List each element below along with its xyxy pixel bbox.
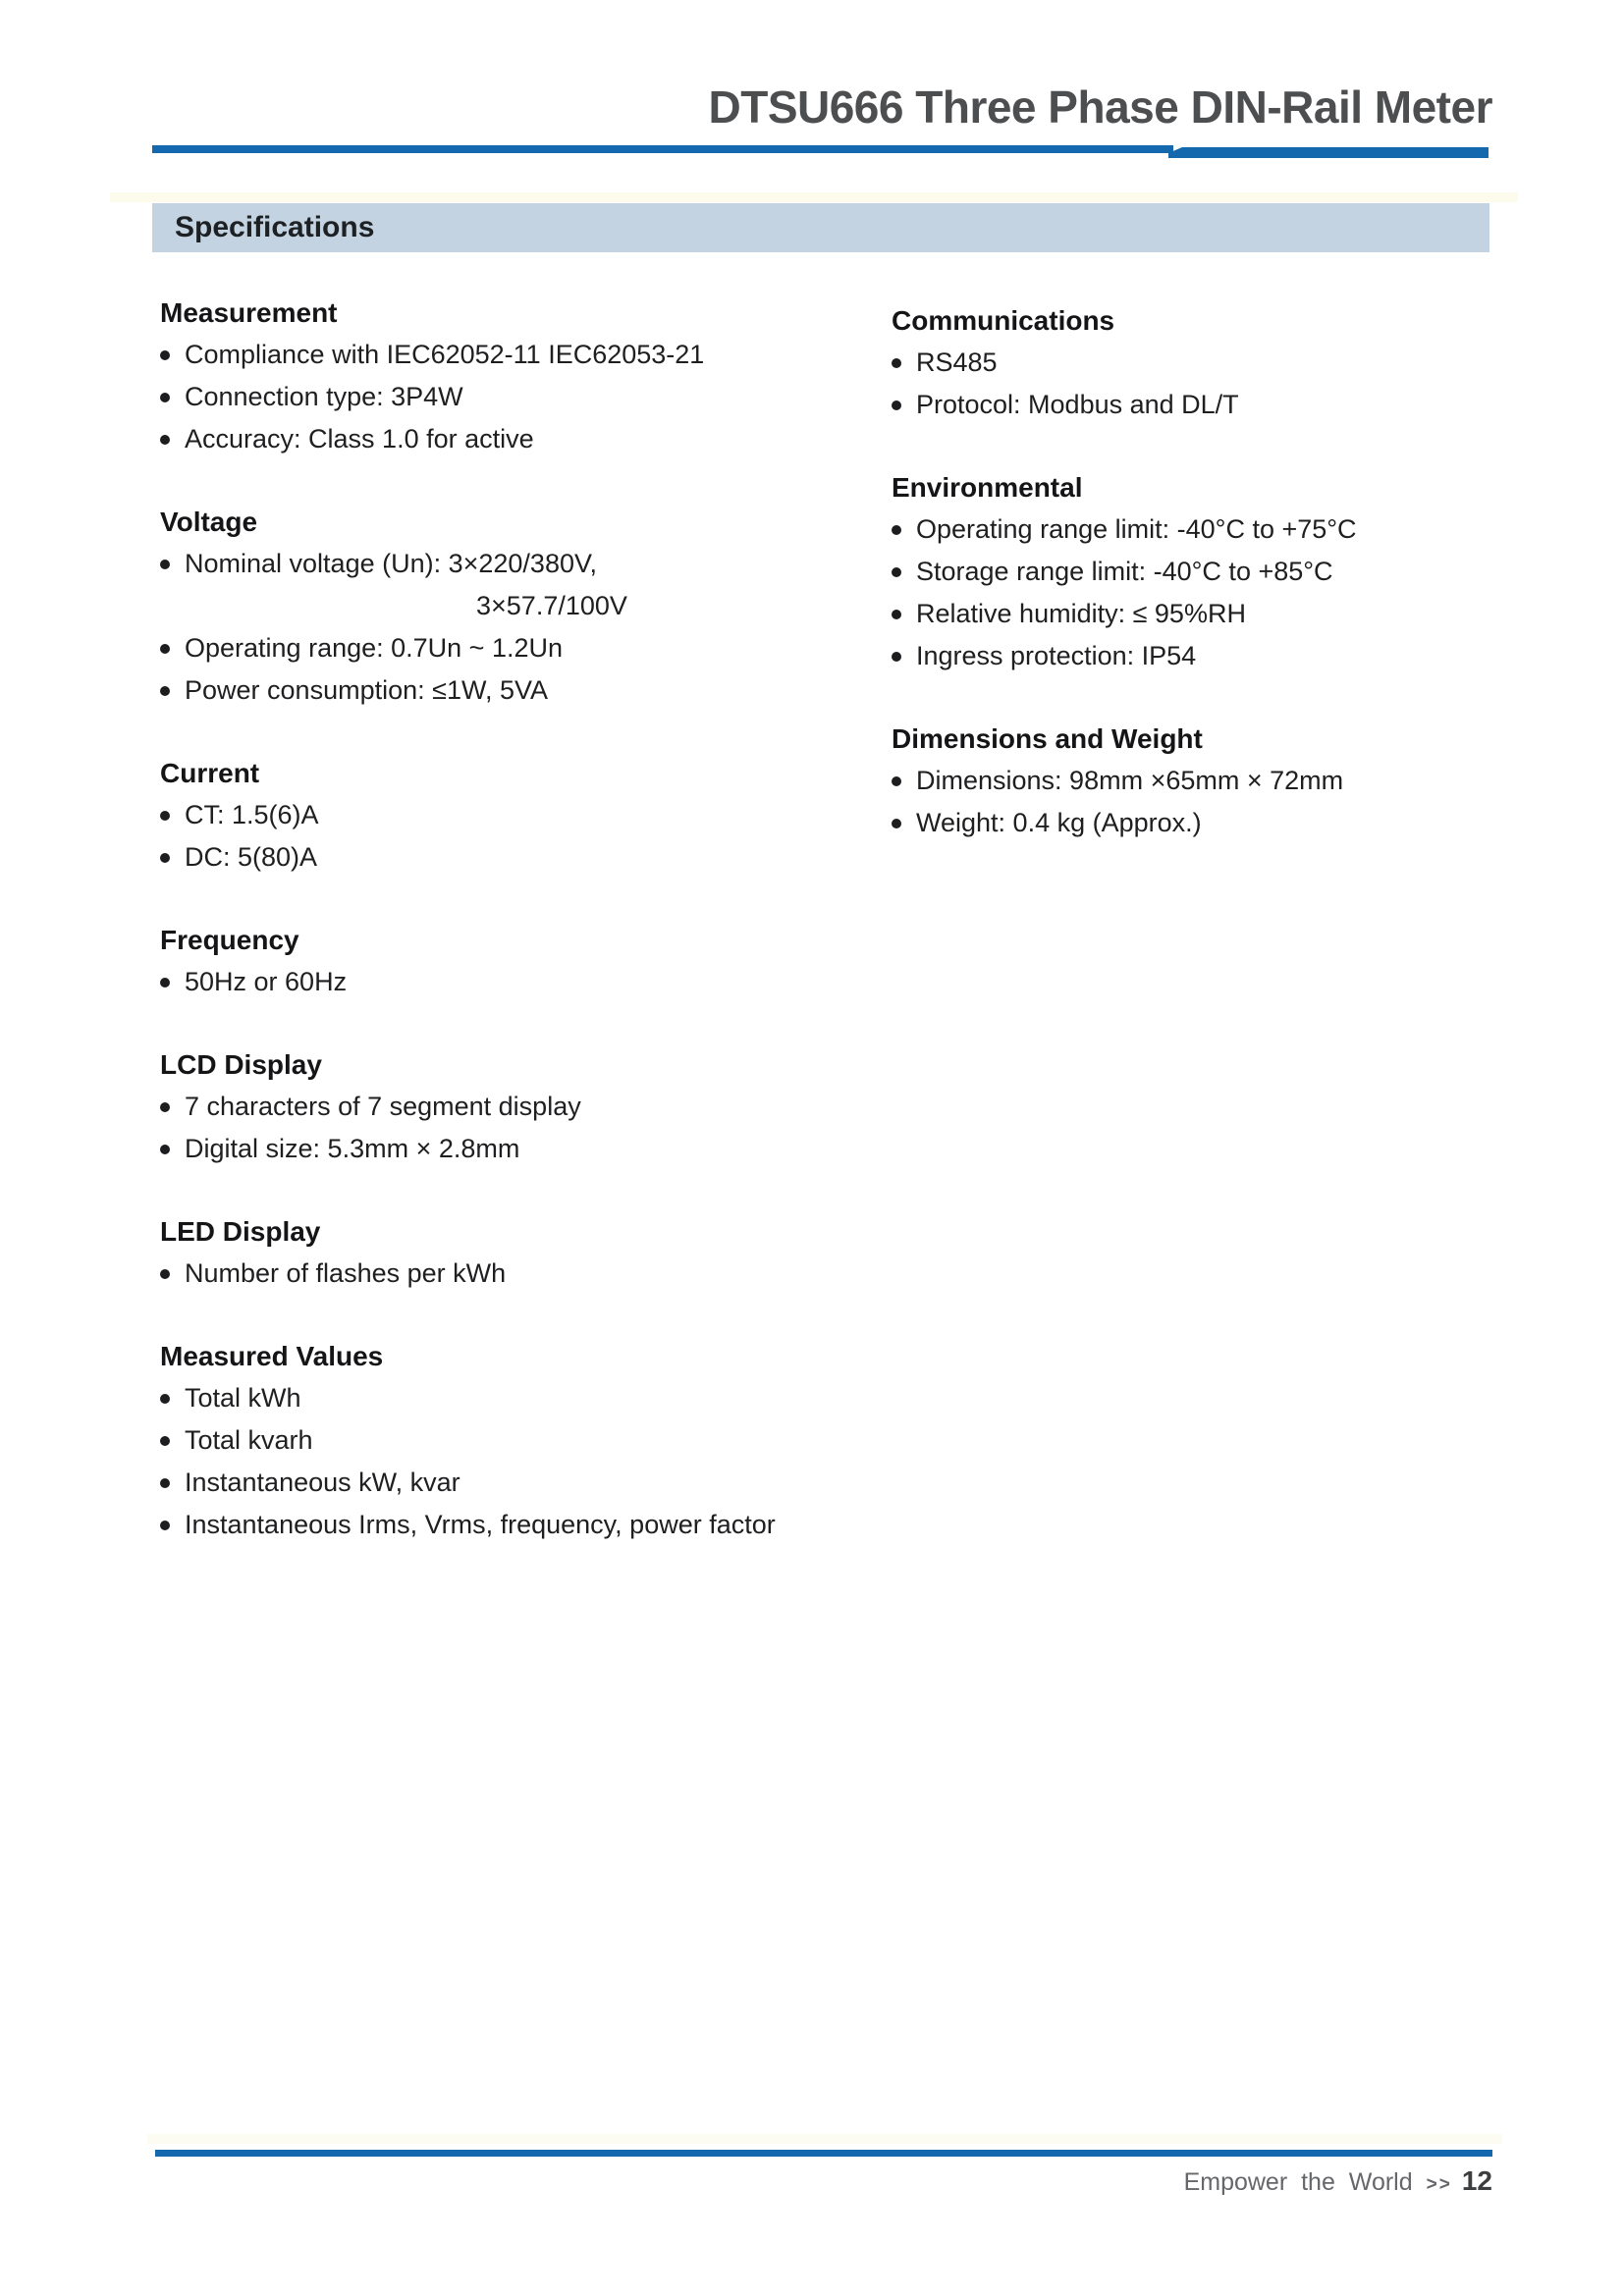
bullet-dot [160, 350, 170, 360]
bullet-text: Digital size: 5.3mm × 2.8mm [185, 1134, 520, 1163]
section-heading: LCD Display [160, 1049, 322, 1080]
bullet-text: Relative humidity: ≤ 95%RH [916, 599, 1246, 628]
bullet-item [160, 627, 867, 669]
bullet-item [892, 760, 1520, 802]
bullet-dot [892, 525, 901, 535]
spec-column-left [160, 292, 867, 1546]
bullet-text: Accuracy: Class 1.0 for active [185, 424, 534, 454]
section-heading: Environmental [892, 472, 1083, 503]
bullet-dot [892, 776, 901, 786]
bullet-item [160, 376, 867, 418]
bullet-text: Power consumption: ≤1W, 5VA [185, 675, 548, 705]
bullet-dot [160, 435, 170, 445]
bullet-text: CT: 1.5(6)A [185, 800, 319, 829]
bullet-text: Operating range limit: -40°C to +75°C [916, 514, 1357, 544]
bullet-item-continuation [160, 585, 867, 627]
header-rule-left-segment [152, 145, 1173, 153]
bullet-dot [160, 644, 170, 654]
spec-column-right [892, 299, 1520, 844]
header-rule-right-segment [1168, 147, 1489, 158]
bullet-item [160, 543, 867, 585]
bullet-dot [892, 400, 901, 410]
bullet-item [892, 551, 1520, 593]
bullet-text: DC: 5(80)A [185, 842, 318, 872]
bullet-item [160, 1086, 867, 1128]
bullet-text: RS485 [916, 347, 998, 377]
bullet-text: Ingress protection: IP54 [916, 641, 1197, 670]
section-bar-title: Specifications [175, 211, 375, 243]
bullet-item [160, 794, 867, 836]
bullet-text: Total kWh [185, 1383, 301, 1413]
section-heading: Measurement [160, 297, 338, 328]
bullet-dot [892, 567, 901, 577]
bullet-item [892, 802, 1520, 844]
section-heading: Voltage [160, 507, 258, 537]
bullet-dot [892, 358, 901, 368]
section-lcd-display [160, 1043, 867, 1170]
bullet-item [160, 1504, 867, 1546]
page-title: DTSU666 Three Phase DIN-Rail Meter [708, 81, 1492, 133]
section-measurement [160, 292, 867, 460]
bullet-dot [892, 819, 901, 828]
section-measured-values [160, 1335, 867, 1546]
bullet-dot [160, 853, 170, 863]
section-bar [152, 203, 1489, 252]
footer-page-number: 12 [1461, 2165, 1492, 2196]
bullet-text: Storage range limit: -40°C to +85°C [916, 557, 1333, 586]
bullet-item [892, 635, 1520, 677]
bullet-item [892, 342, 1520, 384]
bullet-dot [160, 1436, 170, 1446]
bullet-item [160, 1462, 867, 1504]
bullet-dot [892, 652, 901, 662]
bullet-dot [160, 1394, 170, 1404]
bullet-text: 7 characters of 7 segment display [185, 1092, 581, 1121]
bullet-text: Operating range: 0.7Un ~ 1.2Un [185, 633, 564, 663]
bullet-text: Total kvarh [185, 1425, 313, 1455]
bullet-item [160, 961, 867, 1003]
bullet-text: Number of flashes per kWh [185, 1258, 507, 1288]
bullet-item [892, 508, 1520, 551]
section-heading: LED Display [160, 1216, 321, 1247]
bullet-text: Protocol: Modbus and DL/T [916, 390, 1239, 419]
bullet-dot [160, 1145, 170, 1154]
bullet-item [160, 1419, 867, 1462]
bullet-dot [160, 1521, 170, 1530]
bullet-item [160, 334, 867, 376]
bullet-text: Dimensions: 98mm ×65mm × 72mm [916, 766, 1344, 795]
section-environmental [892, 466, 1520, 677]
bullet-dot [160, 560, 170, 569]
bullet-dot [160, 1102, 170, 1112]
bullet-item [160, 1377, 867, 1419]
section-led-display [160, 1210, 867, 1295]
bullet-dot [160, 393, 170, 402]
bullet-dot [160, 1478, 170, 1488]
bullet-text: 50Hz or 60Hz [185, 967, 348, 996]
bullet-item [160, 1253, 867, 1295]
bullet-dot [160, 686, 170, 696]
scan-artifact-strip-bottom [147, 2134, 1502, 2144]
section-heading: Measured Values [160, 1341, 384, 1371]
section-heading: Current [160, 758, 260, 788]
bullet-dot [892, 610, 901, 619]
bullet-text: Instantaneous kW, kvar [185, 1468, 460, 1497]
footer [1184, 2165, 1492, 2197]
bullet-item [892, 384, 1520, 426]
footer-tagline: Empower the World [1183, 2168, 1413, 2196]
section-voltage [160, 501, 867, 712]
bullet-item [160, 836, 867, 879]
section-frequency [160, 919, 867, 1003]
section-dimensions-weight [892, 718, 1520, 844]
bullet-item [160, 669, 867, 712]
bullet-text: Compliance with IEC62052-11 IEC62053-21 [185, 340, 705, 369]
bullet-dot [160, 1269, 170, 1279]
footer-chevrons-icon: >> [1426, 2174, 1452, 2195]
bullet-text: Nominal voltage (Un): 3×220/380V, [185, 549, 598, 578]
bullet-dot [160, 978, 170, 988]
scan-artifact-strip-top [110, 192, 1518, 202]
bullet-text: Instantaneous Irms, Vrms, frequency, power factor [185, 1510, 776, 1539]
bullet-dot [160, 811, 170, 821]
section-heading: Dimensions and Weight [892, 723, 1203, 754]
bullet-text: Weight: 0.4 kg (Approx.) [916, 808, 1202, 837]
bullet-text: Connection type: 3P4W [185, 382, 463, 411]
bullet-item [160, 1128, 867, 1170]
section-communications [892, 299, 1520, 426]
bullet-item [892, 593, 1520, 635]
bullet-item [160, 418, 867, 460]
section-heading: Frequency [160, 925, 299, 955]
footer-rule [155, 2150, 1492, 2157]
bullet-text: 3×57.7/100V [476, 591, 627, 620]
section-current [160, 752, 867, 879]
section-heading: Communications [892, 305, 1115, 336]
